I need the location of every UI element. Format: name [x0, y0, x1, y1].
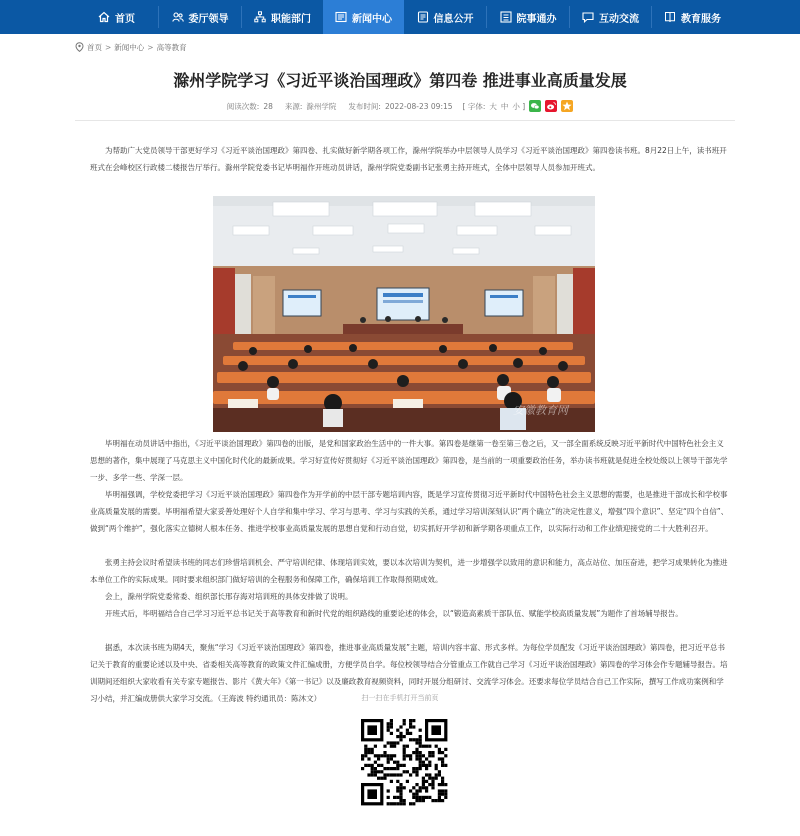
nav-home-label: 首页: [115, 13, 135, 25]
location-pin-icon: [75, 42, 84, 52]
article-paragraph: 开班式后，毕明福结合自己学习习近平总书记关于高等教育和新时代党的组织路线的重要论述的体会，以“锻造高素质干部队伍、赋能学校高质量发展”为题作了首场辅导报告。: [105, 609, 683, 618]
nav-news[interactable]: [323, 0, 404, 34]
education-icon: [664, 11, 676, 23]
breadcrumb-higher-education[interactable]: 高等教育: [156, 42, 187, 52]
qr-code: [360, 705, 448, 823]
breadcrumb-news[interactable]: 新闻中心: [114, 42, 145, 52]
nav-leaders-label: 委厅领导: [188, 13, 229, 25]
nav-home[interactable]: [75, 0, 158, 34]
source-value: 滁州学院: [306, 101, 337, 111]
nav-service-label: 院事通办: [516, 13, 557, 25]
service-icon: [500, 11, 512, 23]
font-small-link[interactable]: 小 ]: [512, 101, 526, 111]
nav-info[interactable]: [404, 0, 486, 34]
breadcrumb-separator: >: [105, 42, 112, 52]
publish-date: 2022-08-23 09:15: [384, 101, 453, 111]
nav-interaction[interactable]: [570, 0, 651, 34]
qzone-share-icon[interactable]: [561, 100, 573, 112]
nav-departments-label: 职能部门: [271, 13, 311, 25]
breadcrumb-separator: >: [147, 42, 154, 52]
article-paragraph: 毕明福强调，学校党委把学习《习近平谈治国理政》第四卷作为开学前的中层干部专题培训内容，既是学习宣传贯彻习近平新时代中国特色社会主义思想的需要，也是推进干部成长和学校事业高质量发展的需要。毕明福希望大家妥善处理好个人自学和集中学习、学习与思考、学习与实践的关系，通过学习培训深刻认识“两个确立”的决定性意义，增强“四个意识”、坚定“四个自信”、做到“两个维护”，强化落实立德树人根本任务、推进学校事业高质量发展的思想自觉和行动自觉，切实抓好开学初和新学期各项重点工作，以实际行动和工作业绩迎接党的二十大胜利召开。: [90, 490, 729, 533]
nav-departments[interactable]: [242, 0, 323, 34]
nav-news-label: 新闻中心: [352, 13, 392, 25]
article-photo: [213, 196, 595, 432]
home-icon: [98, 11, 110, 23]
article-paragraph: 据悉，本次读书班为期4天，聚焦“学习《习近平谈治国理政》第四卷，推进事业高质量发展”主题，培训内容丰富、形式多样。为每位学员配发《习近平谈治国理政》第四卷，把习近平总书记关于教育的重要论述以及中央、省委相关高等教育的政策文件汇编成册，方便学员自学。每位校领导结合分管重点工作就自己学习《习近平谈治国理政》第四卷的学习体会作专题辅导报告。培训期间还组织大家收看有关专家专题报告、影片《黄大年》《第一书记》以及廉政教育视频资料，同时开展分组研讨、交流学习体会。还要求每位学员结合自己工作实际，撰写工作成功案例和学习小结，并汇编成册供大家学习交流。（王海波 特约通讯员：陈沐文）: [90, 643, 728, 703]
nav-leaders[interactable]: [159, 0, 241, 34]
breadcrumb: [75, 41, 187, 53]
info-icon: [417, 11, 429, 23]
article-title: 滁州学院学习《习近平谈治国理政》第四卷 推进事业高质量发展: [173, 71, 627, 90]
departments-icon: [254, 11, 266, 23]
font-size-label: [ 字体:: [462, 101, 486, 111]
font-large-link[interactable]: 大: [489, 101, 497, 111]
chat-icon: [582, 11, 594, 23]
qr-label: 扫一扫在手机打开当前页: [361, 694, 439, 702]
source-label: 来源:: [284, 101, 303, 111]
views-count: 28: [263, 101, 273, 111]
leaders-icon: [172, 11, 184, 23]
views-label: 阅读次数:: [226, 101, 260, 111]
breadcrumb-home[interactable]: 首页: [87, 42, 102, 52]
header-divider: [75, 120, 735, 121]
font-medium-link[interactable]: 中: [500, 101, 509, 111]
nav-education[interactable]: [652, 0, 733, 34]
nav-education-label: 教育服务: [681, 13, 721, 25]
article-meta: [0, 100, 800, 112]
top-navigation: [0, 0, 800, 34]
wechat-share-icon[interactable]: [529, 100, 541, 112]
nav-service[interactable]: [487, 0, 569, 34]
nav-info-label: 信息公开: [433, 13, 474, 25]
news-icon: [335, 11, 347, 23]
photo-watermark: 安徽教育网: [513, 404, 568, 417]
article-paragraph: 张勇主持会议时希望读书班的同志们珍惜培训机会、严守培训纪律、体现培训实效，要以本次培训为契机，进一步增强学以致用的意识和能力，高点站位、加压奋进，把学习成果转化为推进本单位工作的实际成果。同时要求组织部门做好培训的全程服务和保障工作，确保培训工作取得预期成效。: [90, 558, 728, 584]
date-label: 发布时间:: [348, 101, 381, 111]
nav-interaction-label: 互动交流: [599, 13, 639, 25]
article-paragraph: 毕明福在动员讲话中指出，《习近平谈治国理政》第四卷的出版，是党和国家政治生活中的一件大事。第四卷是继第一卷至第三卷之后，又一部全面系统反映习近平新时代中国特色社会主义思想的著作，集中展现了马克思主义中国化时代化的最新成果。学习好宣传好贯彻好《习近平谈治国理政》第四卷，是当前的一项重要政治任务，举办读书班就是促进全校处级以上领导干部先学一步、多学一些、学深一层。: [90, 439, 728, 482]
article-paragraph: 会上，滁州学院党委常委、组织部长邢存海对培训班的具体安排做了说明。: [105, 592, 353, 601]
weibo-share-icon[interactable]: [545, 100, 557, 112]
article-paragraph: 为帮助广大党员领导干部更好学习《习近平谈治国理政》第四卷、扎实做好新学期各项工作，滁州学院举办中层领导人员学习《习近平谈治国理政》第四卷读书班。8月22日上午，读书班开班式在会峰校区行政楼二楼报告厅举行。滁州学院党委书记毕明福作开班动员讲话，滁州学院党委副书记张勇主持开班式，全体中层领导人员参加开班式。: [90, 146, 727, 172]
